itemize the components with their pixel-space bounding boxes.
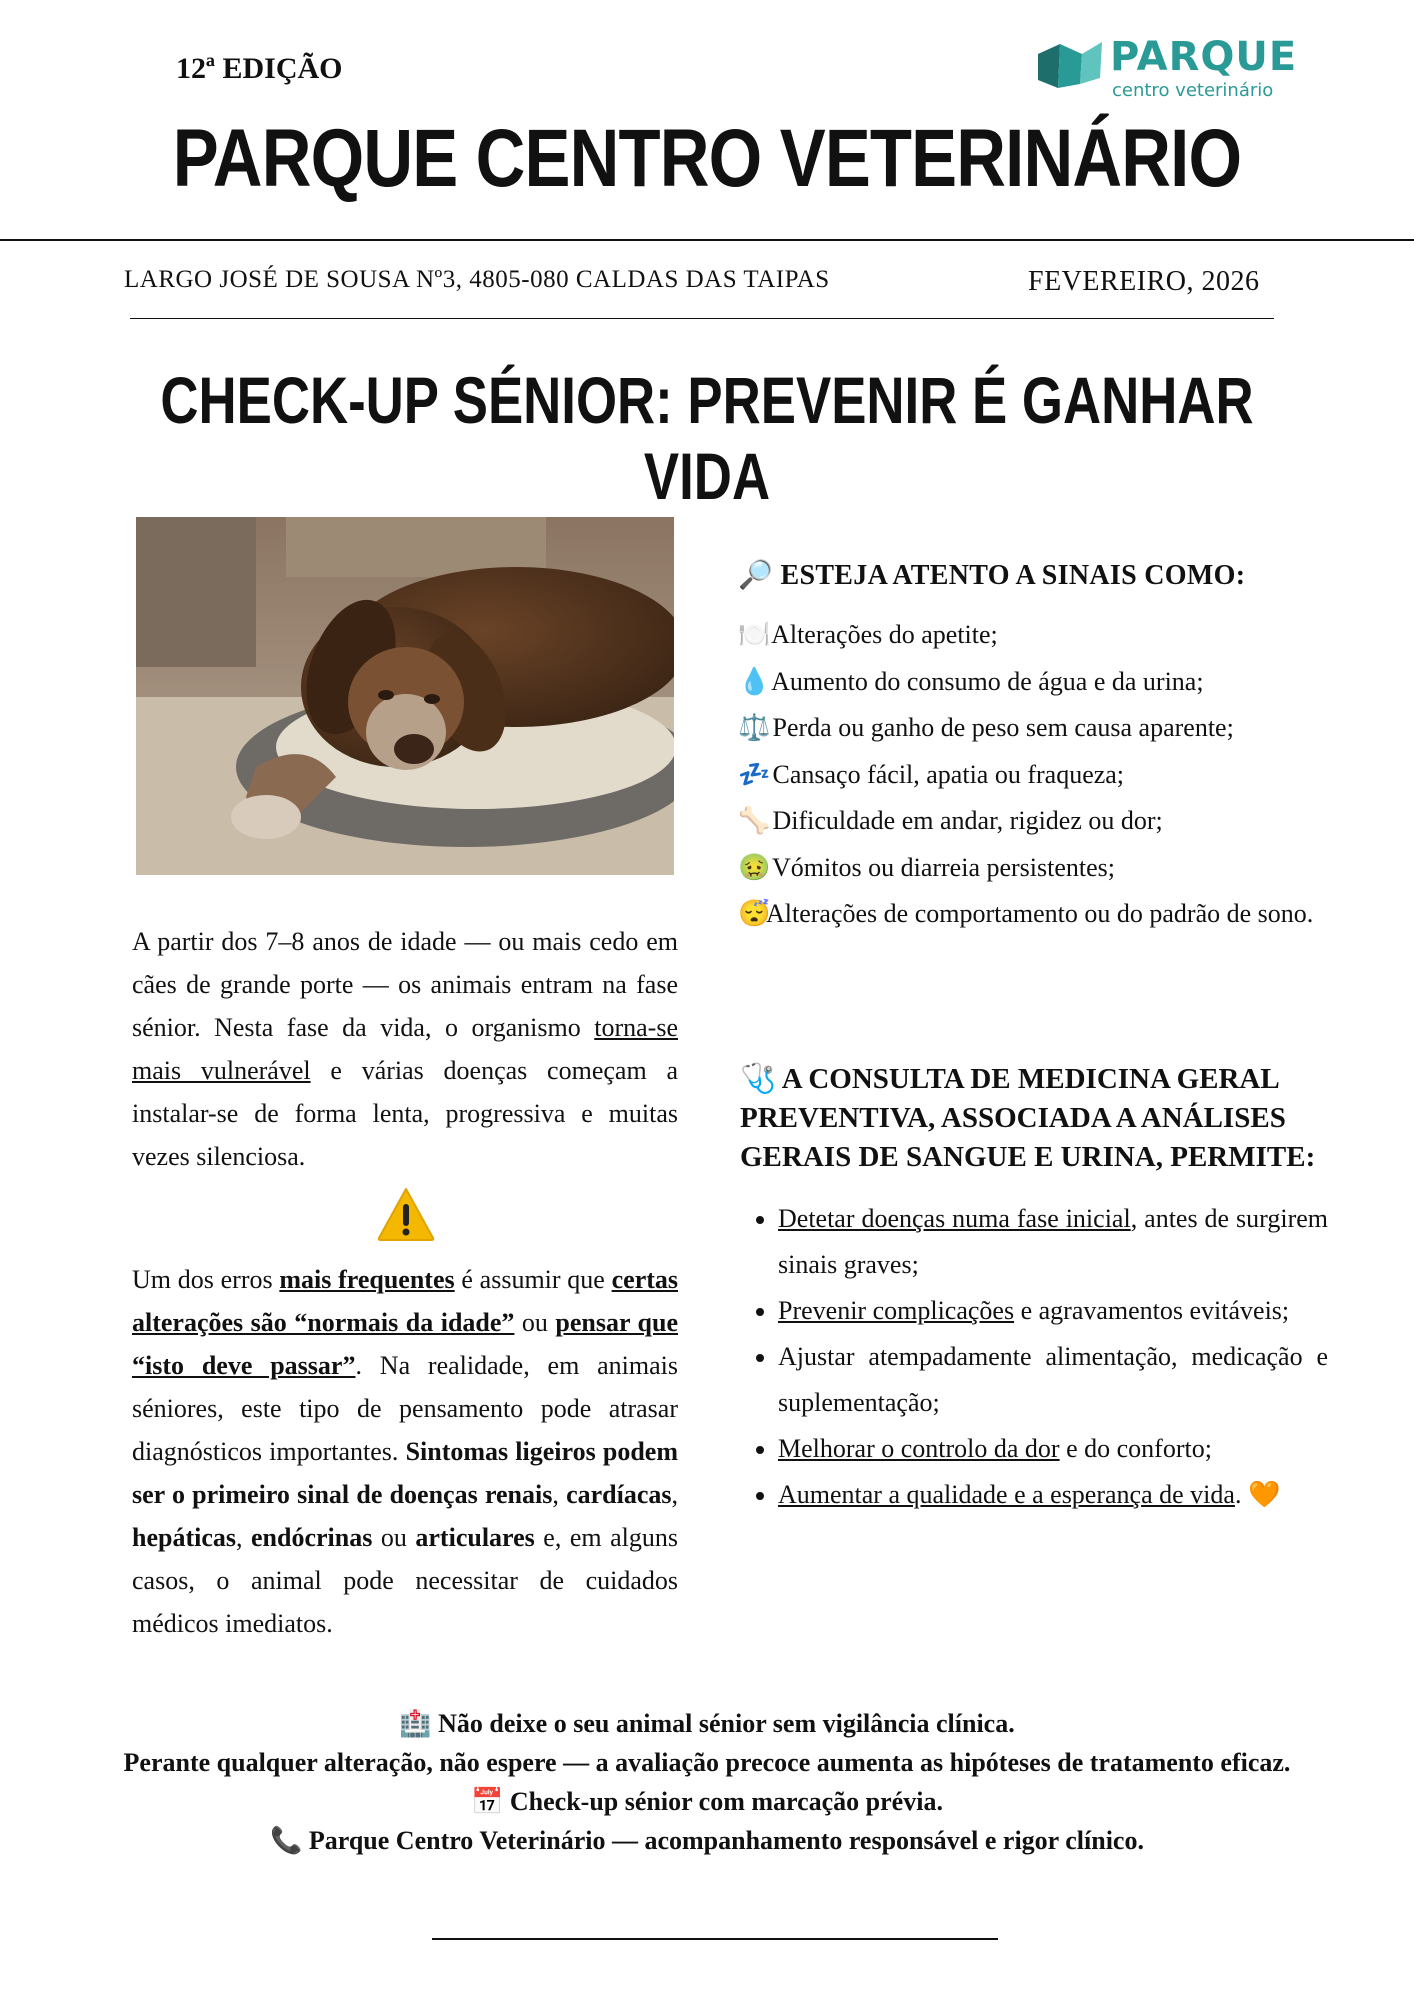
magnifier-icon: 🔎 <box>738 560 774 591</box>
errors-text: e, em alguns casos, o animal pode necessitar de cuidados médicos imediatos. <box>132 1523 678 1638</box>
sign-text: Alterações do apetite; <box>771 620 998 649</box>
intro-paragraph <box>132 920 678 1178</box>
footer-text: Parque Centro Veterinário — acompanhamento responsável e rigor clínico. <box>308 1826 1144 1855</box>
list-item <box>778 1472 1328 1518</box>
bone-icon: 🦴 <box>738 806 771 835</box>
benefit-text: Ajustar atempadamente alimentação, medicação e suplementação; <box>778 1342 1328 1417</box>
nauseated-face-icon: 🤢 <box>738 852 771 882</box>
signs-list <box>738 612 1318 938</box>
errors-bold: cardíacas <box>566 1480 672 1509</box>
newsletter-title: PARQUE CENTRO VETERINÁRIO <box>172 113 1242 204</box>
errors-emphasis: mais frequentes <box>279 1265 455 1294</box>
sign-text: Perda ou ganho de peso sem causa aparente; <box>772 713 1234 742</box>
list-item <box>778 1426 1328 1472</box>
errors-text: . Na realidade, em animais séniores, este tipo de pensamento pode atrasar diagnósticos importantes. <box>132 1351 679 1466</box>
sign-text: Cansaço fácil, apatia ou fraqueza; <box>772 759 1125 789</box>
footer-line <box>0 1704 1414 1743</box>
stethoscope-icon: 🩺 <box>740 1063 777 1095</box>
intro-emphasis: torna-se mais vulnerável <box>132 1013 678 1085</box>
benefit-text: e agravamentos evitáveis; <box>1014 1296 1290 1325</box>
benefit-emphasis: Prevenir complicações <box>778 1296 1015 1325</box>
list-item <box>738 612 1318 659</box>
errors-bold: articulares <box>415 1523 535 1552</box>
benefit-emphasis: Melhorar o controlo da dor <box>778 1434 1060 1463</box>
errors-bold: Sintomas ligeiros podem ser o primeiro sinal de doenças renais <box>132 1437 678 1509</box>
errors-text: , <box>671 1480 679 1509</box>
hospital-icon: 🏥 <box>399 1709 432 1738</box>
sleep-icon: 💤 <box>738 759 771 789</box>
sign-text: Vómitos ou diarreia persistentes; <box>772 852 1116 882</box>
consult-heading <box>740 1060 1340 1177</box>
sign-text: Aumento do consumo de água e da urina; <box>771 666 1204 696</box>
benefits-list <box>742 1196 1328 1518</box>
footer-text: Perante qualquer alteração, não espere — a avaliação precoce aumenta as hipóteses de tratamento eficaz. <box>123 1748 1291 1777</box>
sleeping-face-icon: 😴 <box>738 899 771 928</box>
clinic-logo <box>1036 34 1298 104</box>
benefit-text: e do conforto; <box>1059 1434 1212 1463</box>
footer-text: Check-up sénior com marcação prévia. <box>509 1787 943 1816</box>
errors-text: ou <box>514 1308 556 1337</box>
scale-icon: ⚖️ <box>738 713 771 742</box>
sign-text: Alterações de comportamento ou do padrão de sono. <box>766 899 1314 928</box>
footer-callout <box>0 1704 1414 1860</box>
footer-text: Não deixe o seu animal sénior sem vigilância clínica. <box>438 1709 1015 1738</box>
logo-mark-icon <box>1038 40 1104 92</box>
issue-date: FEVEREIRO, 2026 <box>1028 266 1260 297</box>
errors-text: ou <box>372 1523 416 1552</box>
list-item <box>738 891 1318 938</box>
errors-text: , <box>236 1523 252 1552</box>
signs-heading-text: ESTEJA ATENTO A SINAIS COMO: <box>780 560 1246 591</box>
common-errors-paragraph <box>132 1258 678 1645</box>
footer-line <box>0 1821 1414 1860</box>
senior-dog-photo <box>136 517 674 875</box>
list-item <box>778 1334 1328 1426</box>
sign-text: Dificuldade em andar, rigidez ou dor; <box>772 806 1163 835</box>
footer-line <box>0 1782 1414 1821</box>
list-item <box>738 659 1318 706</box>
subheader-divider <box>130 318 1274 319</box>
cutlery-icon: 🍽️ <box>738 620 771 649</box>
benefit-emphasis: Aumentar a qualidade e a esperança de vida <box>778 1480 1235 1509</box>
calendar-icon: 📅 <box>471 1787 504 1816</box>
edition-label: 12ª EDIÇÃO <box>176 52 343 85</box>
errors-text: é assumir que <box>454 1265 612 1294</box>
errors-bold: endócrinas <box>251 1523 373 1552</box>
phone-icon: 📞 <box>270 1826 303 1855</box>
warning-icon <box>376 1186 436 1242</box>
errors-bold: hepáticas <box>132 1523 236 1552</box>
list-item <box>738 705 1318 752</box>
footer-divider <box>432 1938 998 1940</box>
footer-line <box>0 1743 1414 1782</box>
intro-text-start: A partir dos 7–8 anos de idade — ou mais cedo em cães de grande porte — os animais entram na fase sénior. Nesta fase da vida, o organismo <box>132 927 678 1042</box>
errors-emphasis: pensar que “isto deve passar” <box>132 1308 679 1380</box>
list-item <box>738 845 1318 892</box>
benefit-text: . 🧡 <box>1234 1480 1281 1509</box>
clinic-address: LARGO JOSÉ DE SOUSA Nº3, 4805-080 CALDAS DAS TAIPAS <box>124 266 830 293</box>
header-divider <box>0 239 1414 241</box>
signs-heading <box>738 558 1245 592</box>
list-item <box>738 798 1318 845</box>
list-item <box>778 1196 1328 1288</box>
list-item <box>738 752 1318 799</box>
logo-subtitle: centro veterinário <box>1112 80 1274 101</box>
benefit-emphasis: Detetar doenças numa fase inicial <box>778 1204 1131 1233</box>
intro-text-end: e várias doenças começam a instalar-se de forma lenta, progressiva e muitas vezes silenciosa. <box>132 1056 678 1171</box>
list-item <box>778 1288 1328 1334</box>
article-headline: CHECK-UP SÉNIOR: PREVENIR É GANHAR VIDA <box>160 363 1254 513</box>
errors-text: Um dos erros <box>132 1265 280 1294</box>
errors-emphasis: certas alterações são “normais da idade” <box>132 1265 679 1337</box>
logo-wordmark: PARQUE <box>1110 34 1298 80</box>
errors-text: , <box>552 1480 567 1509</box>
consult-heading-text: A CONSULTA DE MEDICINA GERAL PREVENTIVA, ASSOCIADA A ANÁLISES GERAIS DE SANGUE E URINA, PERMITE: <box>740 1063 1316 1173</box>
benefit-text: , antes de surgirem sinais graves; <box>778 1204 1328 1279</box>
water-drop-icon: 💧 <box>738 666 771 696</box>
